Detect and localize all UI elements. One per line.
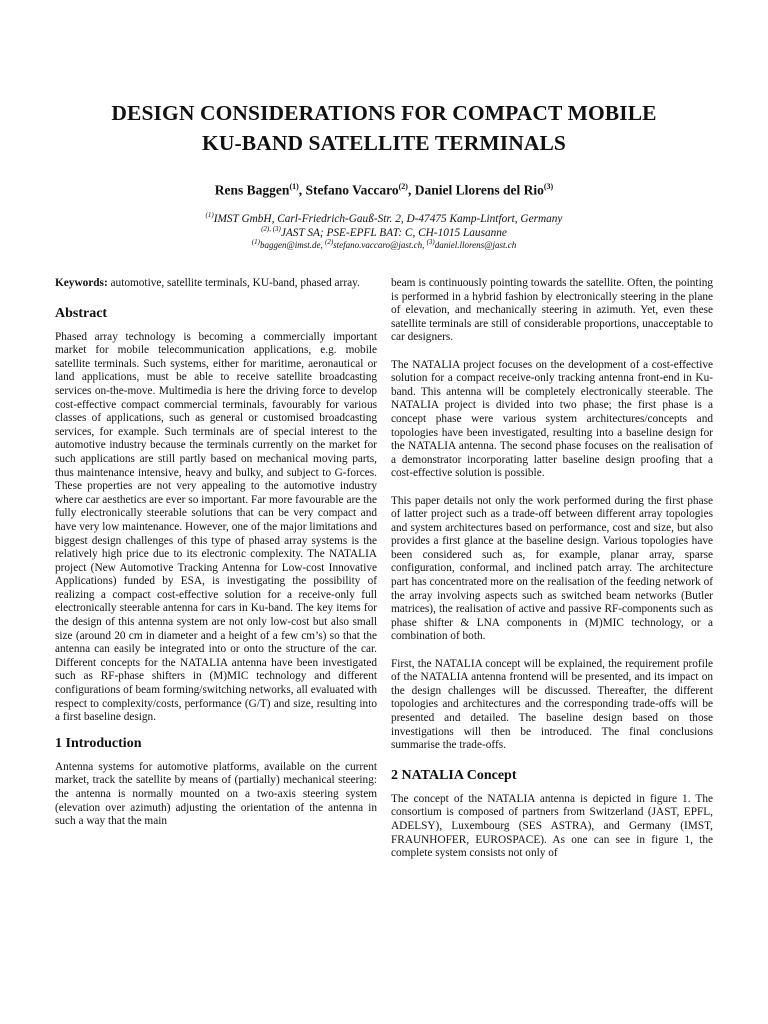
email-3: daniel.llorens@jast.ch xyxy=(434,240,517,250)
author-name: Daniel Llorens del Rio xyxy=(414,182,544,198)
paper-title xyxy=(40,98,728,158)
email-1: baggen@imst.de, xyxy=(259,240,325,250)
email-3-mark: (3) xyxy=(426,238,435,246)
title-line-2: KU-BAND SATELLITE TERMINALS xyxy=(202,131,566,155)
author-list xyxy=(40,178,728,200)
paragraph: This paper details not only the work performed during the first phase of latter project such as a trade-off between different array topologies and system architectures based on performance, cost and size, but also provides a first glance at the baseline design. Various topologies have been considered such as, for example, planar array, sparse configuration, conformal, and inclined patch array. The architecture part has concentrated more on the realisation of the feeding network of the array involving aspects such as switched beam networks (Butler matrices), the realisation of active and passive RF-components such as phase shifter & LNA components in (M)MIC technology, or a combination of both. xyxy=(391,494,713,643)
author-separator: , xyxy=(298,182,306,198)
section-2-text: The concept of the NATALIA antenna is depicted in figure 1. The consortium is composed of partners from Switzerland (JAST, EPFL, ADELSY), Luxembourg (SES ASTRA), and Germany (IMST, FRAUNHOFER, EUROSPACE). As one can see in figure 1, the complete system consists not only of xyxy=(391,792,713,860)
author-separator: , xyxy=(407,182,415,198)
author-mark: (1) xyxy=(289,182,299,191)
keywords xyxy=(55,277,377,291)
paragraph: beam is continuously pointing towards the satellite. Often, the pointing is performed in a hybrid fashion by electronically steering in the plane of elevation, and mechanically steering in azimuth. Yet, even these satellite terminals are still of considerable proportions, unacceptable to car designers. xyxy=(391,277,713,344)
left-column xyxy=(55,277,377,842)
author-mark: (3) xyxy=(543,182,554,191)
email-2: stefano.vaccaro@jast.ch, xyxy=(333,240,427,250)
affiliation-1-text: IMST GmbH, Carl-Friedrich-Gauß-Str. 2, D-47475 Kamp-Lintfort, Germany xyxy=(213,212,563,225)
affiliation-2-text: JAST SA; PSE-EPFL BAT: C, CH-1015 Lausanne xyxy=(280,226,507,239)
section-1-heading: 1 Introduction xyxy=(55,735,142,751)
section-2-heading: 2 NATALIA Concept xyxy=(391,767,517,783)
email-1-mark: (1) xyxy=(251,238,260,246)
author-name: Rens Baggen xyxy=(214,182,290,198)
title-line-1: DESIGN CONSIDERATIONS FOR COMPACT MOBILE xyxy=(111,101,657,125)
paragraph: The NATALIA project focuses on the development of a cost-effective solution for a compact receive-only tracking antenna front-end in Ku-band. This antenna will be completely electronically steerable. The NATALIA project is divided into two phase; the first phase is a concept phase were various system architectures/concepts and topologies have been investigated, resulting into a baseline design for the NATALIA antenna. The second phase focuses on the realisation of a demonstrator incorporating latter baseline design proofing that a cost-effective solution is possible. xyxy=(391,358,713,480)
abstract-heading: Abstract xyxy=(55,305,108,321)
author-name: Stefano Vaccaro xyxy=(305,182,399,198)
email-line xyxy=(40,237,728,251)
section-1-text: Antenna systems for automotive platforms, available on the current market, track the satellite by means of (partially) mechanical steering: the antenna is normally mounted on a two-axis steering system (elevation over azimuth) adjusting the orientation of the antenna in such a way that the main xyxy=(55,760,377,828)
email-2-mark: (2) xyxy=(324,238,334,246)
right-column xyxy=(391,277,713,874)
paragraph: First, the NATALIA concept will be explained, the requirement profile of the NATALIA antenna frontend will be presented, and its impact on the design challenges will be discussed. Thereafter, the different topologies and architectures and the corresponding trade-offs will be presented and detailed. The baseline design based on those investigations will then be introduced. The final conclusions summarise the trade-offs. xyxy=(391,657,713,752)
affiliation-2-mark: (2), (3) xyxy=(261,225,281,233)
affiliation-1-mark: (1) xyxy=(205,211,214,219)
abstract-text: Phased array technology is becoming a commercially important market for mobile telecommunication applications, e.g. mobile satellite terminals. Such systems, either for maritime, aeronautical or land applications, must be able to receive satellite broadcasting services on-the-move. Multimedia is here the driving force to develop cost-effective compact commercial terminals, favourably for various classes of applications, such as general or customised broadcasting services, for example. Such terminals are of special interest to the automotive industry because the terminals currently on the market for such applications are still partly based on mechanical moving parts, thus maintenance intensive, heavy and bulky, and subject to G-forces. These properties are not very appealing to the automotive industry where car aesthetics are ever so important. Far more favourable are the fully electronically steerable solutions that can be very compact and have very low maintenance. However, one of the major limitations and biggest design challenges of this type of phased array systems is the relatively high price due to its electronic complexity. The NATALIA project (New Automotive Tracking Antenna for Low-cost Innovative Applications) funded by ESA, is investigating the possibility of realizing a compact cost-effective solution for a receive-only full electronically steerable antenna for cars in Ku-band. The key items for the design of this antenna system are not only low-cost but also small size (around 20 cm in diameter and a height of a few cm’s) so that the antenna can easily be integrated into or onto the structure of the car. Different concepts for the NATALIA antenna have been investigated such as RF-phase shifters in (M)MIC technology and different configurations of beam forming/switching networks, all evaluated with respect to complexity/costs, performance (G/T) and size, resulting into a first baseline design. xyxy=(55,330,377,724)
keywords-label: Keywords: xyxy=(55,277,108,289)
author-mark: (2) xyxy=(398,182,408,191)
keywords-text: automotive, satellite terminals, KU-band, phased array. xyxy=(107,277,360,289)
